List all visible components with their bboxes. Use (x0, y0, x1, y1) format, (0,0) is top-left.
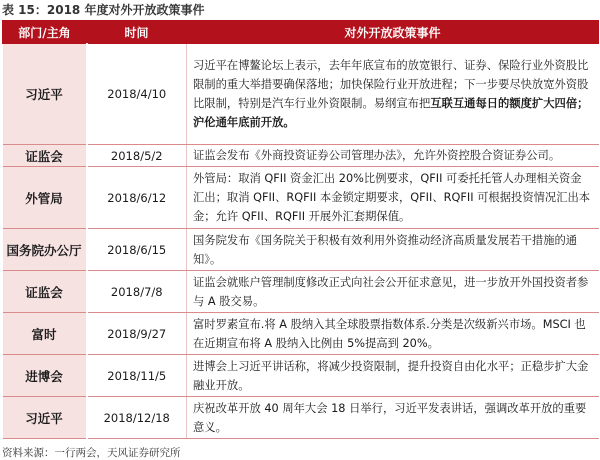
header-dept: 部门/主角 (3, 21, 87, 44)
row-dept: 国务院办公厅 (3, 229, 87, 271)
row-event (187, 145, 599, 167)
row-dept: 习近平 (3, 397, 87, 439)
row-event (187, 167, 599, 229)
row-time: 2018/11/5 (87, 355, 187, 397)
header-event: 对外开放政策事件 (187, 21, 599, 44)
row-dept: 证监会 (3, 271, 87, 313)
row-dept: 富时 (3, 313, 87, 355)
event-text: 富时罗素宣布.将 A 股纳入其全球股票指数体系.分类是次级新兴市场。MSCI 也在近期宣布将 A 股纳入比例由 5%提高到 20%。 (193, 317, 586, 350)
policy-events-table (2, 20, 599, 439)
table-row (3, 167, 599, 229)
table-row (3, 313, 599, 355)
row-event (187, 313, 599, 355)
row-time: 2018/9/27 (87, 313, 187, 355)
row-event (187, 355, 599, 397)
row-time: 2018/5/2 (87, 145, 187, 167)
table-row (3, 397, 599, 439)
event-bold-text: 互联互通每日的额度扩大四倍；沪伦通年底前开放。 (193, 97, 589, 129)
event-text: 证监会发布《外商投资证券公司管理办法》，允许外资控股合资证券公司。 (193, 149, 561, 162)
row-time: 2018/12/18 (87, 397, 187, 439)
table-row (3, 229, 599, 271)
table-row (3, 355, 599, 397)
table-row (3, 271, 599, 313)
event-text: 国务院发布《国务院关于积极有效利用外资推动经济高质量发展若干措施的通知》。 (193, 233, 578, 266)
event-text: 进博会上习近平讲话称，将减少投资限制，提升投资自由化水平；正稳步扩大金融业开放。 (193, 359, 589, 392)
table-row (3, 44, 599, 145)
row-event (187, 44, 599, 145)
row-time: 2018/4/10 (87, 44, 187, 145)
row-dept: 证监会 (3, 145, 87, 167)
table-header-row (3, 21, 599, 44)
row-time: 2018/7/8 (87, 271, 187, 313)
event-text: 证监会就账户管理制度修改正式向社会公开征求意见，进一步放开外国投资者参与 A 股交易。 (193, 275, 589, 308)
row-dept: 进博会 (3, 355, 87, 397)
event-text: 外管局：取消 QFII 资金汇出 20%比例要求，QFII 可委托托管人办理相关资金汇出；取消 QFII、RQFII 本金锁定期要求，QFII、RQFII 可根据投资情况汇出本金；允许 QFII、RQFII 开展外汇套期保值。 (193, 172, 591, 223)
table-row (3, 145, 599, 167)
row-event (187, 229, 599, 271)
row-dept: 外管局 (3, 167, 87, 229)
event-text: 习近平在博鳌论坛上表示，去年年底宣布的放宽银行、证券、保险行业外资股比限制的重大举措要确保落地；加快保险行业开放进程；下一步要尽快放宽外资股比限制，特别是汽车行业外资限制。易纲宣布把 (193, 59, 589, 110)
source-note: 资料来源：一行两会，天风证券研究所 (2, 447, 181, 459)
row-dept: 习近平 (3, 44, 87, 145)
row-event (187, 397, 599, 439)
table-caption: 表 15：2018 年度对外开放政策事件 (2, 3, 205, 17)
event-text: 庆祝改革开放 40 周年大会 18 日举行，习近平发表讲话，强调改革开放的重要意义。 (193, 401, 587, 434)
row-time: 2018/6/15 (87, 229, 187, 271)
row-time: 2018/6/12 (87, 167, 187, 229)
row-event (187, 271, 599, 313)
header-time: 时间 (87, 21, 187, 44)
